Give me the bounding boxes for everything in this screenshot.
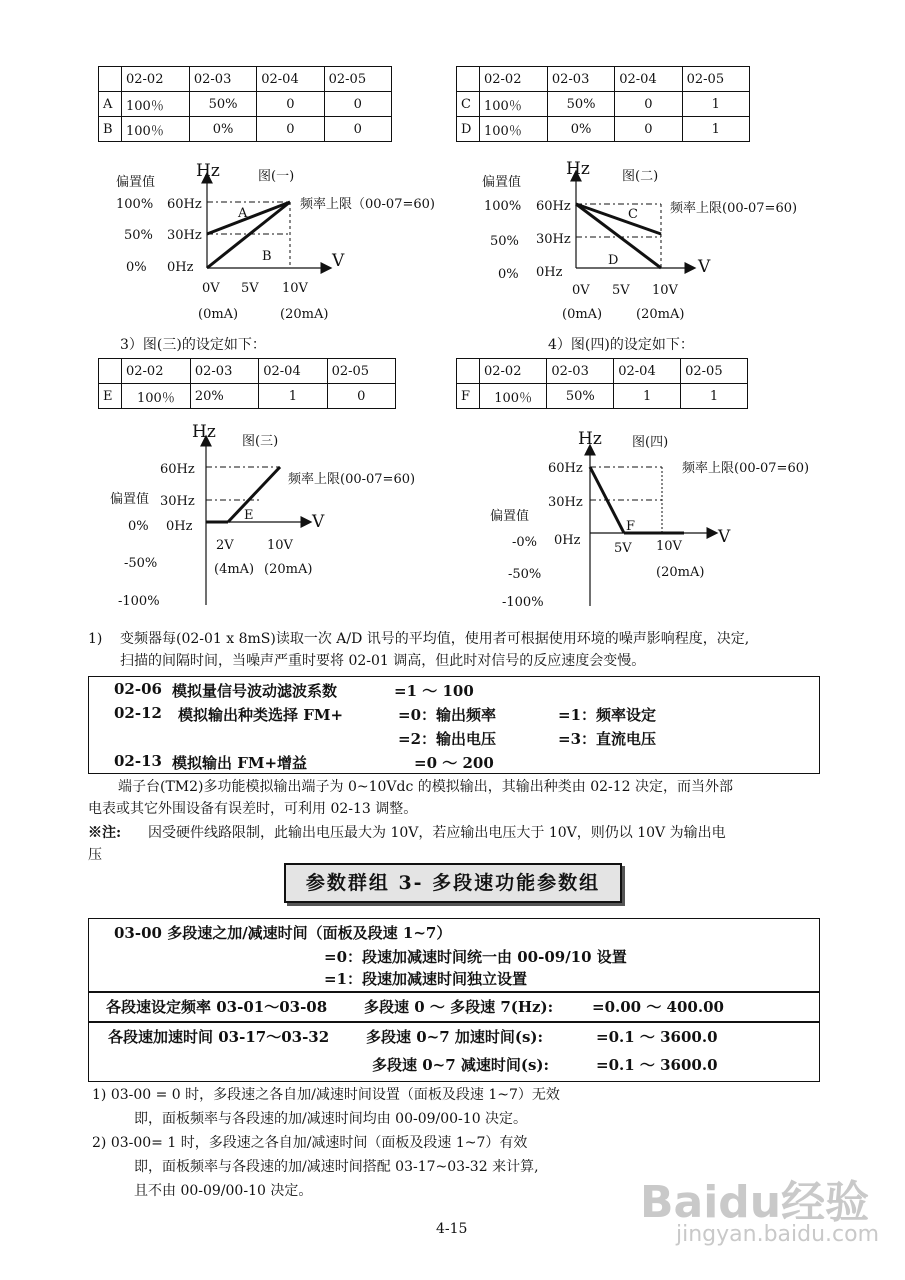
table-cell: 1: [682, 117, 749, 142]
table-row: [457, 117, 750, 142]
para2-line1: 端子台(TM2)多功能模拟输出端子为 0~10Vdc 的模拟输出，其输出种类由 02-12 决定，而当外部: [118, 779, 734, 795]
hz-30: 30Hz: [160, 494, 195, 509]
table-row: [99, 384, 396, 409]
note-line1: 因受硬件线路限制，此输出电压最大为 10V，若应输出电压大于 10V，则仍以 10V 为输出电: [148, 825, 726, 841]
param-title: 03-00 多段速之加/减速时间（面板及段速 1~7）: [114, 924, 452, 942]
hz-label: Hz: [196, 161, 220, 181]
param-desc: 模拟输出 FM+增益: [172, 754, 308, 772]
table-cell: 1: [682, 92, 749, 117]
curve-c-label: C: [628, 207, 638, 222]
table-cell: 100％: [122, 117, 190, 142]
table-cell: D: [457, 117, 480, 142]
table-cell: 02-03: [547, 359, 614, 384]
table-cell: 0: [257, 92, 324, 117]
pct-50: 50%: [490, 234, 519, 249]
table-cell: [457, 67, 480, 92]
para2-line2: 电表或其它外围设备有误差时，可利用 02-13 调整。: [88, 801, 418, 817]
param-range: =0.1 ～ 3600.0: [596, 1056, 718, 1074]
tick-5v: 5V: [614, 541, 632, 556]
note2-line: 即，面板频率与各段速的加/减速时间搭配 03-17~03-32 来计算,: [134, 1159, 539, 1175]
figure-3: [110, 415, 455, 615]
param-desc: 模拟量信号波动滤波系数: [172, 682, 338, 700]
hz-60: 60Hz: [536, 199, 571, 214]
note2-line: 且不由 00-09/00-10 决定。: [134, 1183, 313, 1199]
hz-30: 30Hz: [167, 228, 202, 243]
hz-label: Hz: [566, 159, 590, 179]
param-range: =1 ～ 100: [394, 682, 474, 700]
param-desc: 多段速 0~7 减速时间(s):: [372, 1056, 550, 1074]
param-code: 02-06: [114, 680, 162, 698]
note2-line: 即，面板频率与各段速的加/减速时间均由 00-09/00-10 决定。: [134, 1111, 528, 1127]
param-option: =1：频率设定: [558, 706, 657, 724]
table-cell: 02-02: [480, 359, 547, 384]
curve-b-label: B: [262, 249, 272, 264]
table-cell: 0%: [189, 117, 256, 142]
param-desc: 模拟输出种类选择 FM+: [178, 706, 344, 724]
table-cell: 100％: [480, 117, 548, 142]
table-header-row: [457, 359, 748, 384]
tick-10v: 10V: [652, 283, 678, 298]
table-cell: 50%: [547, 384, 614, 409]
table-row: [457, 92, 750, 117]
table-cell: 0: [257, 117, 324, 142]
note1-number: 1): [88, 631, 103, 647]
watermark-url: jingyan.baidu.com: [676, 1222, 880, 1247]
tick-20ma: (20mA): [636, 307, 685, 322]
table-cell: 0: [327, 384, 395, 409]
param-option: =1：段速加减速时间独立设置: [324, 970, 528, 988]
table-cell: 1: [614, 384, 681, 409]
table-header-row: [99, 67, 392, 92]
hz-60: 60Hz: [167, 197, 202, 212]
table-cell: 50%: [547, 92, 614, 117]
note-line2: 压: [88, 847, 102, 863]
page-number: 4-15: [436, 1221, 468, 1237]
tick-20ma: (20mA): [656, 565, 705, 580]
bias-label: 偏置值: [482, 175, 522, 190]
tick-0v: 0V: [572, 283, 590, 298]
tick-10v: 10V: [267, 538, 293, 553]
v-axis-label: V: [312, 512, 325, 532]
table-cell: E: [99, 384, 122, 409]
table-cell: 1: [259, 384, 327, 409]
v-axis-label: V: [698, 257, 711, 277]
hz-0: 0Hz: [167, 260, 194, 275]
table-cell: 02-05: [682, 67, 749, 92]
tick-5v: 5V: [241, 281, 259, 296]
param-range: =0 ～ 200: [414, 754, 494, 772]
pct-100: 100%: [116, 197, 154, 212]
curve-d-label: D: [608, 253, 619, 268]
note2-line: 1) 03-00 = 0 时，多段速之各自加/减速时间设置（面板及段速 1~7）无效: [92, 1087, 560, 1103]
table-cell: 1: [681, 384, 748, 409]
table-cell: 02-04: [615, 67, 682, 92]
upper-limit-label: 频率上限(00-07=60): [682, 461, 810, 476]
table-cell: 02-03: [189, 67, 256, 92]
table-header-row: [457, 67, 750, 92]
table-cell: 100％: [480, 92, 548, 117]
table-row: [99, 92, 392, 117]
note2-line: 2) 03-00= 1 时，多段速之各自加/减速时间（面板及段速 1~7）有效: [92, 1135, 528, 1151]
table-cell: 02-05: [324, 67, 391, 92]
table-cell: 02-02: [122, 359, 191, 384]
table-cell: 02-02: [480, 67, 548, 92]
tick-20ma: (20mA): [264, 562, 313, 577]
curve-f-label: F: [626, 519, 636, 534]
table-cell: A: [99, 92, 122, 117]
upper-limit-label: 频率上限(00-07=60): [288, 472, 416, 487]
tick-10v: 10V: [282, 281, 308, 296]
hz-0: 0Hz: [554, 533, 581, 548]
v-axis-label: V: [332, 251, 345, 271]
param-option: =0：输出频率: [398, 706, 497, 724]
table-cell: [457, 359, 480, 384]
figure-title: 图(二): [622, 169, 659, 184]
upper-limit-label: 频率上限（00-07=60): [300, 197, 435, 212]
note1-line2: 扫描的间隔时间，当噪声严重时要将 02-01 调高，但此时对信号的反应速度会变慢。: [120, 653, 646, 669]
table-cell: 02-02: [122, 67, 190, 92]
figure-title: 图(四): [632, 435, 669, 450]
table-cell: 02-04: [259, 359, 327, 384]
param-table-cd: [456, 66, 750, 142]
table-header-row: [99, 359, 396, 384]
table-cell: 20%: [190, 384, 258, 409]
hz-0: 0Hz: [166, 519, 193, 534]
note-label: ※注:: [88, 825, 122, 841]
table-cell: 0%: [547, 117, 614, 142]
figure-title: 图(一): [258, 169, 295, 184]
tick-0v: 0V: [202, 281, 220, 296]
tick-0ma: (0mA): [562, 307, 603, 322]
caption-fig3: 3）图(三)的设定如下：: [120, 337, 266, 353]
figure-4: [486, 420, 831, 616]
pct-neg100: -100%: [118, 594, 160, 609]
figure-title: 图(三): [242, 434, 279, 449]
figure-1: [110, 152, 455, 330]
table-cell: F: [457, 384, 480, 409]
hz-60: 60Hz: [160, 462, 195, 477]
curve-e: [228, 467, 280, 522]
pct-neg100: -100%: [502, 595, 544, 610]
table-row: [457, 384, 748, 409]
bias-label: 偏置值: [116, 175, 156, 190]
v-axis-label: V: [718, 527, 731, 547]
param-code: 02-13: [114, 752, 162, 770]
curve-c: [576, 204, 661, 234]
curve-a: [207, 202, 290, 234]
tick-0ma: (0mA): [198, 307, 239, 322]
tick-10v: 10V: [656, 539, 682, 554]
table-row: [99, 117, 392, 142]
table-cell: 02-04: [614, 359, 681, 384]
table-cell: 02-04: [257, 67, 324, 92]
table-cell: 100％: [122, 92, 190, 117]
tick-5v: 5V: [612, 283, 630, 298]
table-cell: 02-05: [681, 359, 748, 384]
param-table-e: [98, 358, 396, 409]
table-cell: C: [457, 92, 480, 117]
table-cell: 0: [324, 92, 391, 117]
table-cell: 0: [324, 117, 391, 142]
tick-20ma: (20mA): [280, 307, 329, 322]
param-desc: 多段速 0 ～ 多段速 7(Hz):: [364, 998, 554, 1016]
pct-neg50: -50%: [508, 567, 542, 582]
param-option: =3：直流电压: [558, 730, 657, 748]
curve-e-label: E: [244, 508, 254, 523]
param-range: =0.1 ～ 3600.0: [596, 1028, 718, 1046]
bias-label: 偏置值: [110, 492, 150, 507]
param-option: =0：段速加减速时间统一由 00-09/10 设置: [324, 948, 627, 966]
param-name: 各段速加速时间 03-17～03-32: [108, 1028, 330, 1046]
tick-2v: 2V: [216, 538, 234, 553]
caption-fig4: 4）图(四)的设定如下：: [548, 337, 694, 353]
pct-0: -0%: [512, 535, 538, 550]
param-table-f: [456, 358, 748, 409]
figure-2: [476, 152, 821, 330]
param-code: 02-12: [114, 704, 162, 722]
table-cell: 50%: [189, 92, 256, 117]
table-cell: [99, 67, 122, 92]
section-banner: 参数群组 3- 多段速功能参数组: [284, 863, 622, 903]
pct-neg50: -50%: [124, 556, 158, 571]
table-cell: 0: [615, 117, 682, 142]
param-table-ab: [98, 66, 392, 142]
hz-30: 30Hz: [536, 232, 571, 247]
watermark-brand: Baidu经验: [640, 1177, 870, 1228]
table-cell: 0: [615, 92, 682, 117]
tick-4ma: (4mA): [214, 562, 255, 577]
param-option: =2：输出电压: [398, 730, 497, 748]
param-desc: 多段速 0~7 加速时间(s):: [366, 1028, 544, 1046]
bias-label: 偏置值: [490, 509, 530, 524]
hz-0: 0Hz: [536, 265, 563, 280]
note1-line1: 变频器每(02-01 x 8mS)读取一次 A/D 讯号的平均值，使用者可根据使用环境的噪声影响程度，决定,: [120, 631, 750, 647]
param-name: 各段速设定频率 03-01～03-08: [106, 998, 328, 1016]
table-cell: 02-05: [327, 359, 395, 384]
upper-limit-label: 频率上限(00-07=60): [670, 201, 798, 216]
pct-100: 100%: [484, 199, 522, 214]
table-cell: [99, 359, 122, 384]
hz-60: 60Hz: [548, 461, 583, 476]
curve-b: [207, 202, 290, 268]
pct-50: 50%: [124, 228, 153, 243]
table-cell: 100％: [122, 384, 191, 409]
curve-d: [576, 204, 661, 268]
table-cell: 02-03: [190, 359, 258, 384]
curve-a-label: A: [238, 206, 248, 221]
table-cell: 02-03: [547, 67, 614, 92]
hz-label: Hz: [578, 429, 602, 449]
table-cell: 100％: [480, 384, 547, 409]
table-cell: B: [99, 117, 122, 142]
param-range: =0.00 ～ 400.00: [592, 998, 724, 1016]
hz-label: Hz: [192, 422, 216, 442]
pct-0: 0%: [498, 267, 519, 282]
pct-0: 0%: [128, 519, 149, 534]
pct-0: 0%: [126, 260, 147, 275]
hz-30: 30Hz: [548, 495, 583, 510]
